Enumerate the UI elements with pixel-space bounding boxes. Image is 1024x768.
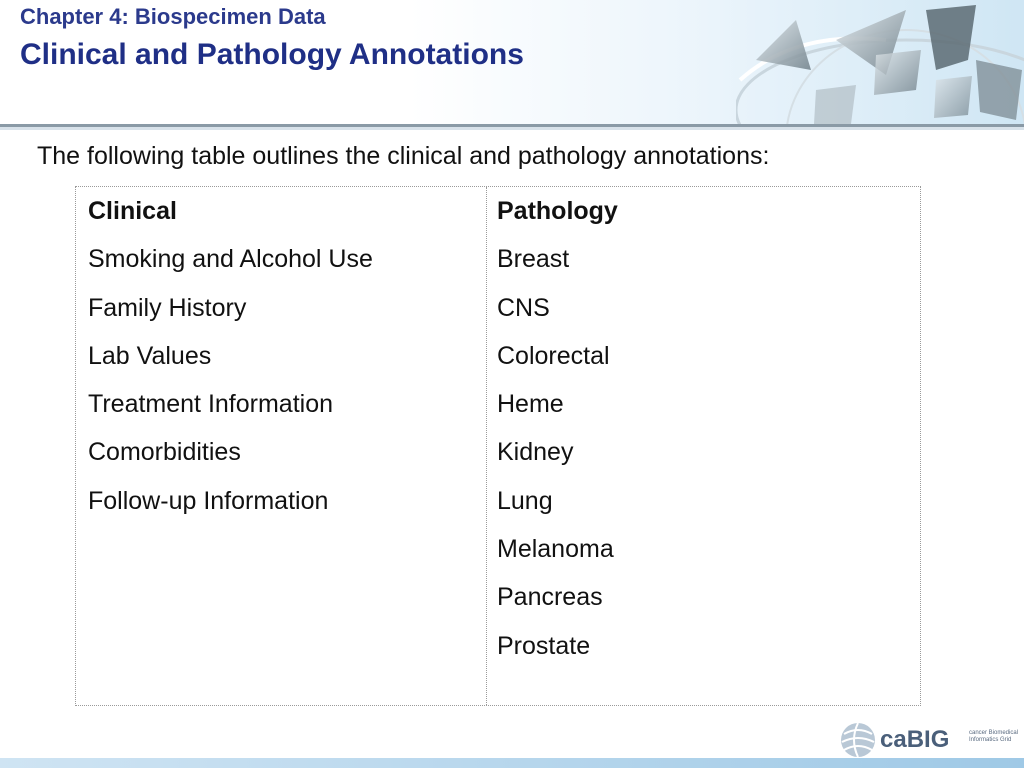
pathology-item: Colorectal (497, 341, 610, 370)
clinical-column (76, 187, 487, 705)
logo-wordmark: caBIG (880, 726, 950, 753)
clinical-item: Comorbidities (88, 438, 241, 467)
footer-bar (0, 758, 1024, 768)
pathology-column (487, 187, 920, 705)
clinical-item: Follow-up Information (88, 486, 329, 515)
chapter-heading: Chapter 4: Biospecimen Data (20, 4, 326, 29)
clinical-item: Family History (88, 293, 247, 322)
slide-header (0, 0, 1024, 124)
clinical-item: Smoking and Alcohol Use (88, 245, 373, 274)
pathology-item: Pancreas (497, 583, 603, 612)
intro-text: The following table outlines the clinical and pathology annotations: (37, 142, 770, 170)
pathology-item: CNS (497, 293, 550, 322)
header-divider-shadow (0, 127, 1024, 130)
cabig-logo (838, 720, 1018, 760)
globe-logo-icon (838, 720, 878, 760)
pathology-item: Lung (497, 486, 553, 515)
pathology-item: Prostate (497, 631, 591, 660)
clinical-item: Lab Values (88, 341, 212, 370)
pathology-item: Breast (497, 245, 570, 274)
annotations-table (75, 186, 921, 706)
pathology-item: Kidney (497, 438, 574, 467)
pathology-item: Melanoma (497, 535, 614, 564)
logo-tagline: cancer Biomedical Informatics Grid (969, 730, 1019, 743)
clinical-item: Treatment Information (88, 390, 334, 419)
pathology-header: Pathology (497, 197, 618, 225)
globe-graphic-icon (736, 0, 1024, 124)
slide-title: Clinical and Pathology Annotations (20, 38, 524, 71)
pathology-item: Heme (497, 390, 564, 419)
clinical-header: Clinical (88, 197, 177, 225)
